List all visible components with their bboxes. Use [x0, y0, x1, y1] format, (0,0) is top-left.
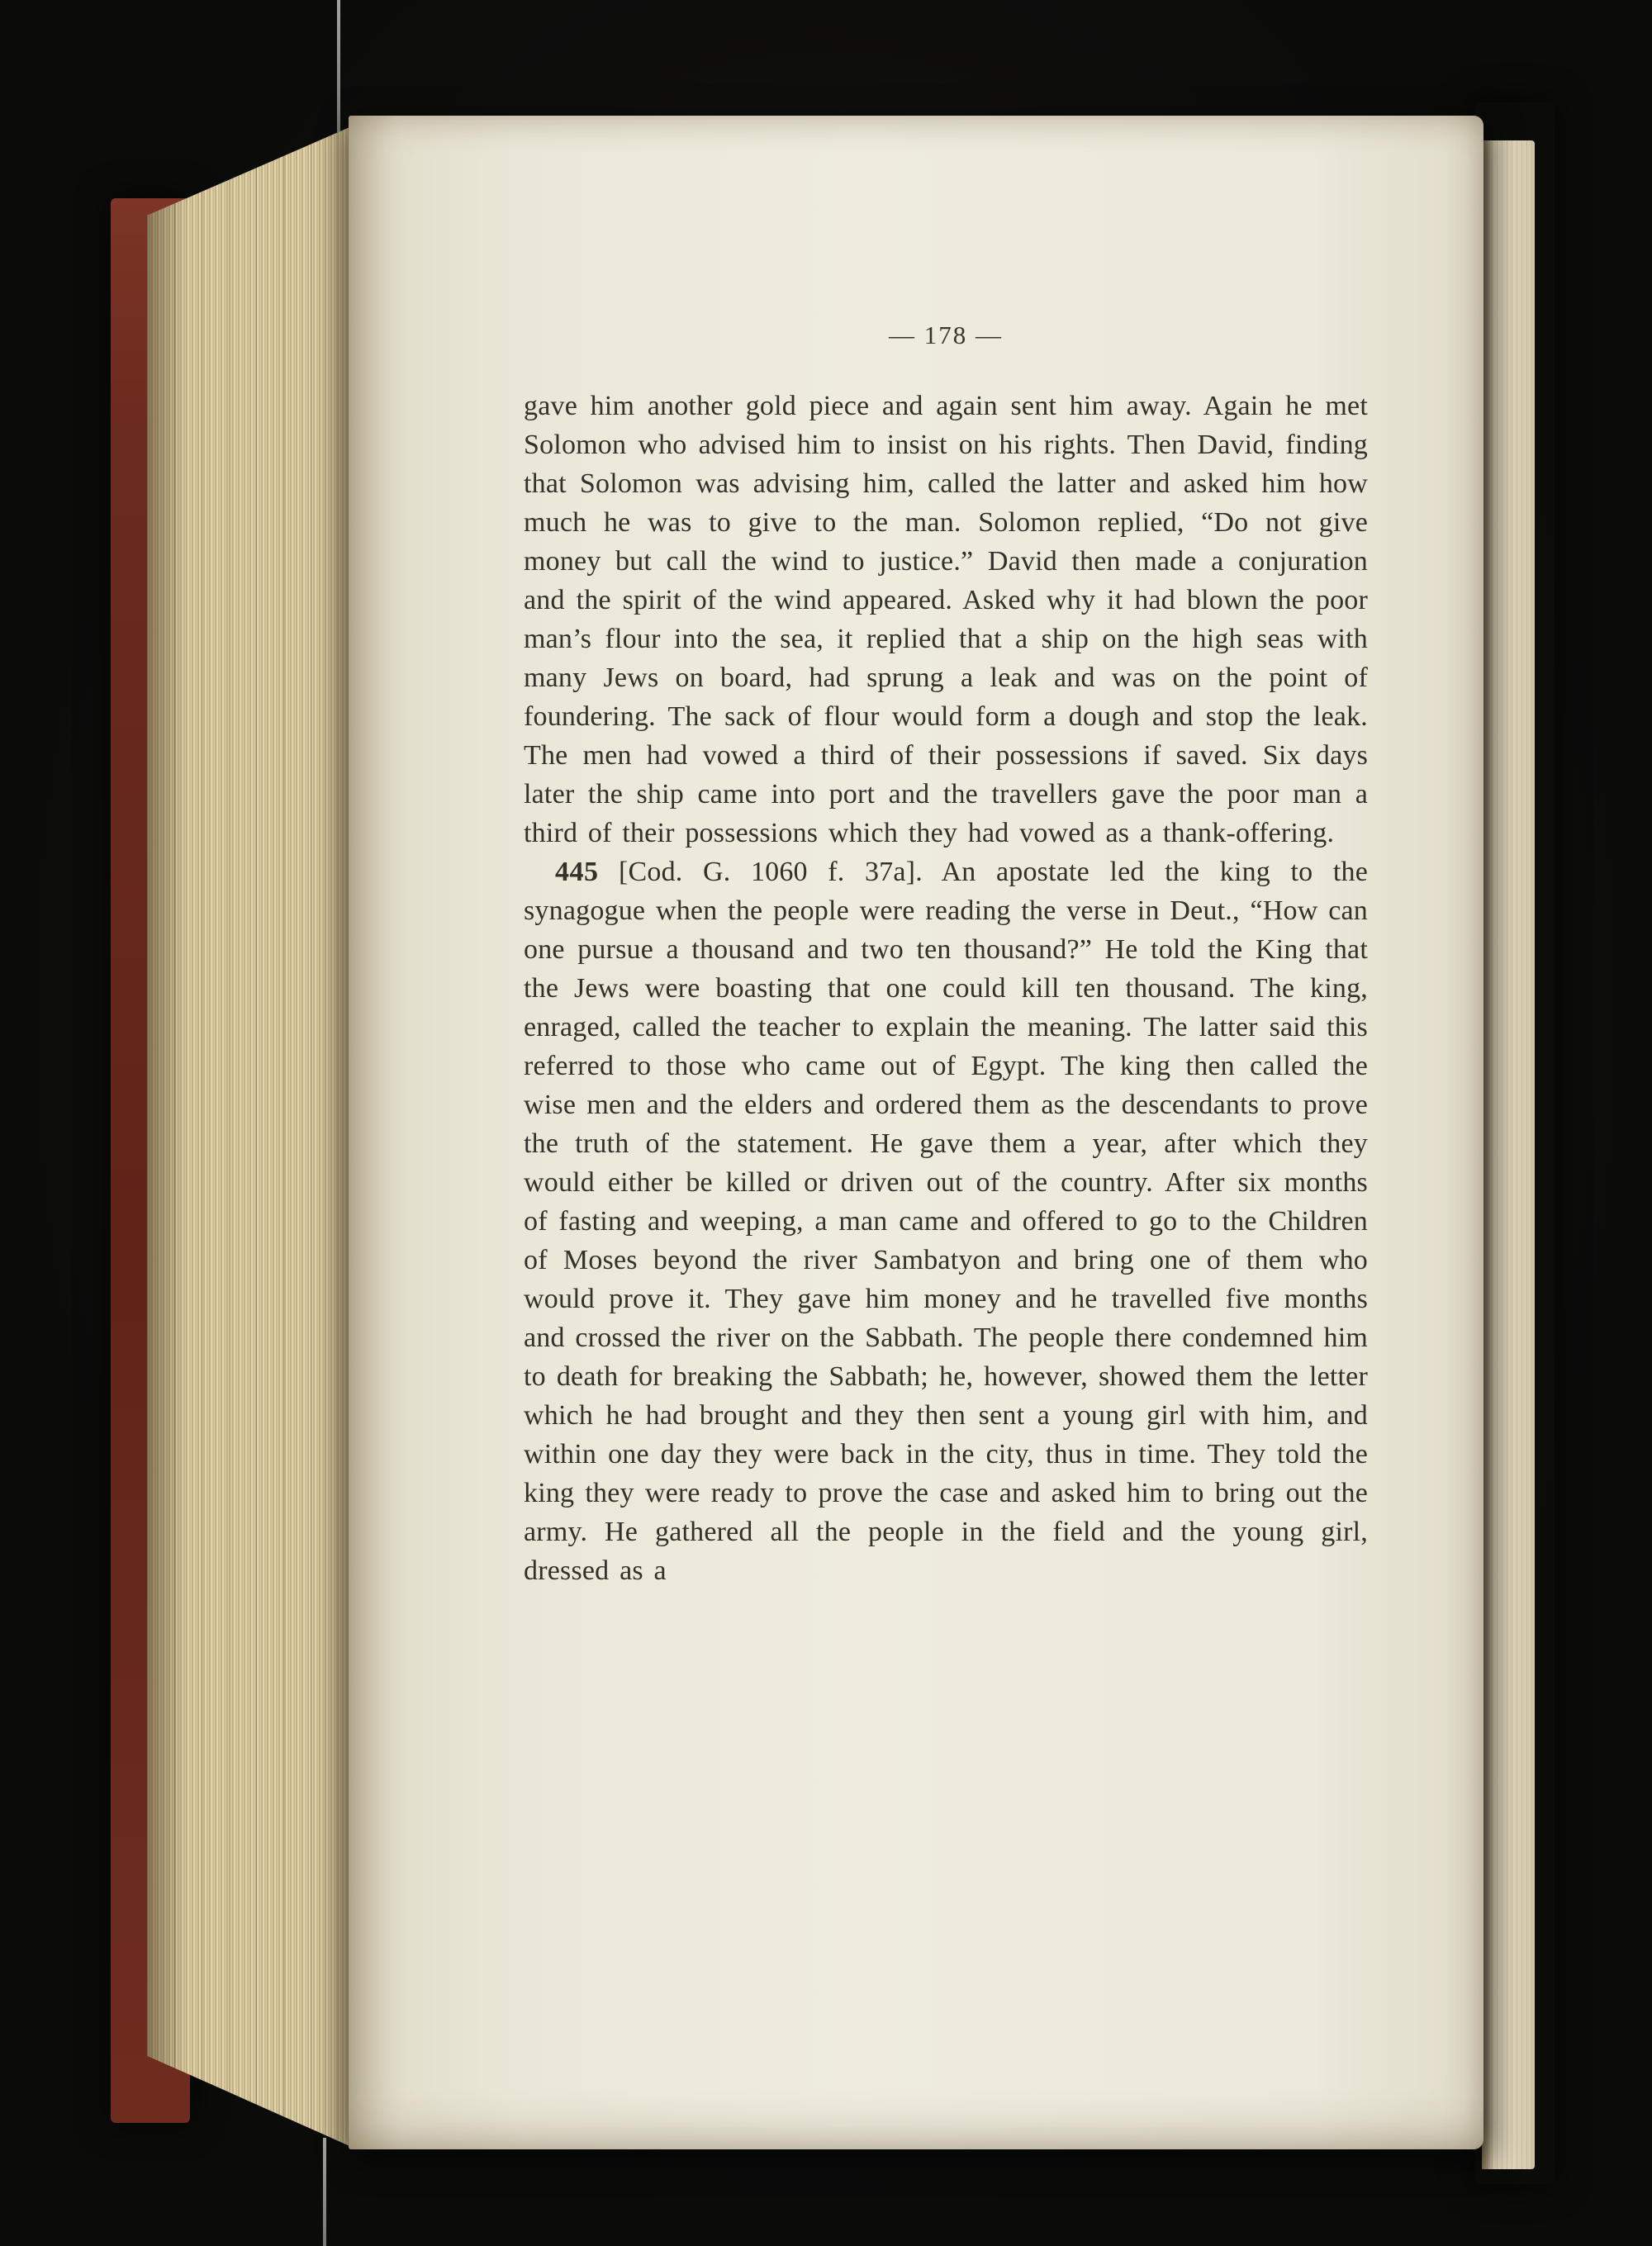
entry-number: 445	[555, 857, 599, 887]
paragraph-continuation: gave him another gold piece and again sent him away. Again he met Solomon who advised him to insist on his rights. Then David, finding that Solomon was advising him, called the latter and asked him how much he was to give to the man. Solomon replied, “Do not give money but call the wind to justice.” David then made a conjuration and the spirit of the wind appeared. Asked why it had blown the poor man’s flour into the sea, it replied that a ship on the high seas with many Jews on board, had sprung a leak and was on the point of foundering. The sack of flour would form a dough and stop the leak. The men had vowed a third of their possessions if saved. Six days later the ship came into port and the travellers gave the poor man a third of their possessions which they had vowed as a thank-offering.	[524, 391, 1368, 848]
page-text-block	[524, 321, 1368, 1590]
page-stack-fore-edge	[147, 122, 352, 2151]
mount-thread-bottom	[323, 2138, 326, 2246]
entry-body-text: [Cod. G. 1060 f. 37a]. An apostate led the king to the synagogue when the people were reading the verse in Deut., “How can one pursue a thousand and two ten thousand?” He told the King that the Jews were boasting that one could kill ten thousand. The king, enraged, called the teacher to explain the meaning. The latter said this referred to those who came out of Egypt. The king then called the wise men and the elders and ordered them as the descendants to prove the truth of the statement. He gave them a year, after which they would either be killed or driven out of the country. After six months of fasting and weeping, a man came and offered to go to the Children of Moses beyond the river Sambatyon and bring one of them who would prove it. They gave him money and he travelled five months and crossed the river on the Sabbath. The people there condemned him to death for breaking the Sabbath; he, however, showed them the letter which he had brought and they then sent a young girl with him, and within one day they were back in the city, thus in time. They told the king they were ready to prove the case and asked him to bring out the army. He gathered all the people in the field and the young girl, dressed as a	[524, 857, 1368, 1586]
paragraph-entry-445	[524, 852, 1368, 1590]
page-number: — 178 —	[889, 321, 1003, 349]
underlying-page-edge	[1482, 140, 1535, 2169]
book-page	[349, 116, 1483, 2149]
mount-thread-top	[337, 0, 340, 132]
